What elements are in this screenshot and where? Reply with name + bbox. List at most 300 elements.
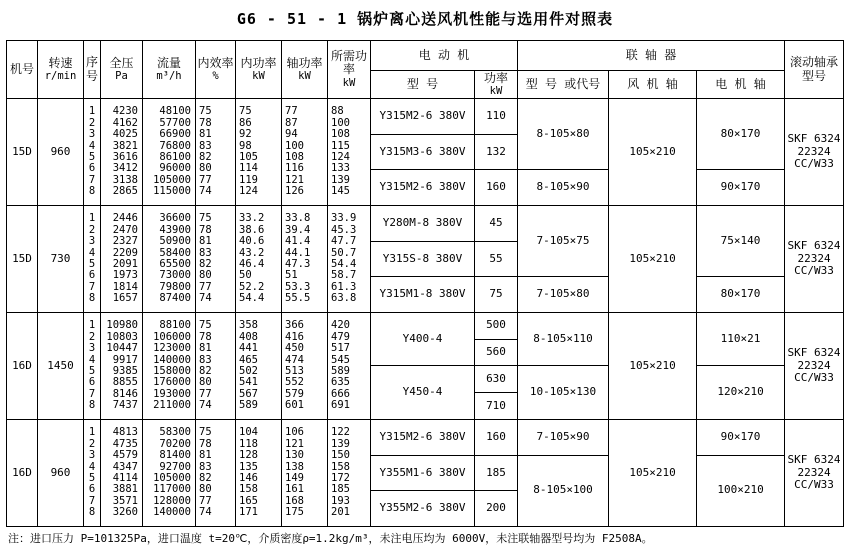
shaftpower-cell-value: 513 (285, 364, 304, 377)
reqpower-cell-value: 58.7 (331, 269, 357, 282)
motor-power-cell: 200 (475, 491, 518, 527)
eff-cell-value: 78 (199, 116, 212, 129)
seq-cell-value: 6 (88, 376, 96, 389)
fan-shaft-cell: 105×210 (609, 99, 697, 206)
motor-model-cell: Y315M2-6 380V (371, 170, 475, 206)
pressure-cell-value: 2446 (112, 212, 138, 225)
reqpower-cell-value: 33.9 (331, 212, 357, 225)
seq-cell-value: 7 (88, 494, 96, 507)
eff-cell-value: 83 (199, 460, 212, 473)
shaftpower-cell-value: 138 (285, 460, 304, 473)
header-machine: 机号 (7, 41, 38, 99)
seq-cell-value: 2 (88, 437, 96, 450)
inpower-cell-value: 38.6 (239, 223, 265, 236)
reqpower-cell (328, 205, 371, 312)
flow-cell-value: 176000 (153, 376, 191, 389)
header-pressure: 全压 Pa (101, 41, 143, 99)
flow-cell-value: 76800 (159, 139, 191, 152)
pressure-cell-value: 3412 (112, 162, 138, 175)
eff-cell-value: 78 (199, 330, 212, 343)
eff-cell-value: 82 (199, 150, 212, 163)
pressure-cell-value: 4162 (112, 116, 138, 129)
seq-cell-value: 7 (88, 173, 96, 186)
pressure-cell-value: 2327 (112, 235, 138, 248)
motor-shaft-cell: 80×170 (697, 99, 785, 170)
seq-cell-value: 8 (88, 185, 96, 198)
reqpower-cell-value: 124 (331, 150, 350, 163)
eff-cell-value: 77 (199, 280, 212, 293)
flow-cell-value: 66900 (159, 128, 191, 141)
header-motor: 电 动 机 (371, 41, 518, 71)
reqpower-cell-value: 666 (331, 387, 350, 400)
reqpower-cell-value: 88 (331, 105, 344, 118)
inpower-cell-value: 119 (239, 173, 258, 186)
flow-cell-value: 128000 (153, 494, 191, 507)
machine-cell: 16D (7, 312, 38, 419)
reqpower-cell-value: 47.7 (331, 235, 357, 248)
flow-cell-value: 36600 (159, 212, 191, 225)
bearing-cell: SKF 6324 22324 CC/W33 (785, 419, 844, 526)
inpower-cell-value: 146 (239, 471, 258, 484)
seq-cell-value: 1 (88, 212, 96, 225)
pressure-cell-value: 1814 (112, 280, 138, 293)
coupling-model-cell: 7-105×75 (518, 205, 609, 276)
inpower-cell-value: 135 (239, 460, 258, 473)
motor-model-cell: Y400-4 (371, 312, 475, 366)
motor-shaft-cell: 90×170 (697, 419, 785, 455)
seq-cell-value: 8 (88, 506, 96, 519)
shaftpower-cell-value: 77 (285, 105, 298, 118)
flow-cell (143, 99, 196, 206)
motor-model-cell: Y315M2-6 380V (371, 419, 475, 455)
eff-cell-value: 77 (199, 387, 212, 400)
shaftpower-cell-value: 168 (285, 494, 304, 507)
inpower-cell-value: 92 (239, 128, 252, 141)
inpower-cell-value: 589 (239, 399, 258, 412)
shaftpower-cell (282, 312, 328, 419)
inpower-cell-value: 358 (239, 319, 258, 332)
seq-cell (84, 312, 101, 419)
header-flow: 流量 m³/h (143, 41, 196, 99)
shaftpower-cell-value: 121 (285, 437, 304, 450)
fan-shaft-cell: 105×210 (609, 205, 697, 312)
pressure-cell-value: 2209 (112, 246, 138, 259)
flow-cell-value: 70200 (159, 437, 191, 450)
header-motor-shaft: 电 机 轴 (697, 71, 785, 99)
pressure-cell (101, 205, 143, 312)
speed-cell: 1450 (38, 312, 84, 419)
seq-cell-value: 5 (88, 364, 96, 377)
flow-cell-value: 48100 (159, 105, 191, 118)
shaftpower-cell-value: 416 (285, 330, 304, 343)
header-shaftpower: 轴功率 kW (282, 41, 328, 99)
pressure-cell-value: 1973 (112, 269, 138, 282)
coupling-model-cell: 8-105×100 (518, 455, 609, 526)
seq-cell-value: 4 (88, 460, 96, 473)
shaftpower-cell (282, 419, 328, 526)
flow-cell-value: 65500 (159, 257, 191, 270)
shaftpower-cell-value: 100 (285, 139, 304, 152)
motor-model-cell: Y315M2-6 380V (371, 99, 475, 135)
eff-cell (196, 99, 236, 206)
inpower-cell-value: 104 (239, 426, 258, 439)
shaftpower-cell-value: 39.4 (285, 223, 311, 236)
flow-cell-value: 211000 (153, 399, 191, 412)
reqpower-cell (328, 419, 371, 526)
header-eff: 内效率 % (196, 41, 236, 99)
reqpower-cell-value: 193 (331, 494, 350, 507)
inpower-cell (236, 312, 282, 419)
seq-cell-value: 1 (88, 105, 96, 118)
reqpower-cell-value: 172 (331, 471, 350, 484)
motor-power-cell: 132 (475, 134, 518, 170)
motor-power-cell: 710 (475, 393, 518, 420)
pressure-cell-value: 1657 (112, 292, 138, 305)
bearing-cell: SKF 6324 22324 CC/W33 (785, 312, 844, 419)
inpower-cell-value: 43.2 (239, 246, 265, 259)
motor-power-cell: 75 (475, 277, 518, 313)
seq-cell (84, 419, 101, 526)
reqpower-cell-value: 61.3 (331, 280, 357, 293)
fan-shaft-cell: 105×210 (609, 312, 697, 419)
eff-cell-value: 81 (199, 128, 212, 141)
header-inpower: 内功率 kW (236, 41, 282, 99)
flow-cell-value: 88100 (159, 319, 191, 332)
flow-cell-value: 50900 (159, 235, 191, 248)
seq-cell-value: 3 (88, 235, 96, 248)
seq-cell-value: 3 (88, 128, 96, 141)
shaftpower-cell-value: 126 (285, 185, 304, 198)
flow-cell-value: 105000 (153, 471, 191, 484)
reqpower-cell-value: 45.3 (331, 223, 357, 236)
flow-cell (143, 312, 196, 419)
inpower-cell-value: 105 (239, 150, 258, 163)
inpower-cell (236, 205, 282, 312)
pressure-cell (101, 419, 143, 526)
flow-cell-value: 58300 (159, 426, 191, 439)
coupling-model-cell: 8-105×90 (518, 170, 609, 206)
seq-cell-value: 3 (88, 449, 96, 462)
eff-cell-value: 80 (199, 376, 212, 389)
inpower-cell-value: 86 (239, 116, 252, 129)
shaftpower-cell-value: 579 (285, 387, 304, 400)
inpower-cell-value: 158 (239, 483, 258, 496)
header-motor-model: 型 号 (371, 71, 475, 99)
pressure-cell-value: 4025 (112, 128, 138, 141)
shaftpower-cell-value: 41.4 (285, 235, 311, 248)
reqpower-cell-value: 517 (331, 342, 350, 355)
eff-cell-value: 74 (199, 292, 212, 305)
inpower-cell-value: 171 (239, 506, 258, 519)
inpower-cell-value: 118 (239, 437, 258, 450)
table-body (7, 99, 844, 527)
shaftpower-cell-value: 51 (285, 269, 298, 282)
pressure-cell-value: 2865 (112, 185, 138, 198)
motor-shaft-cell: 90×170 (697, 170, 785, 206)
eff-cell-value: 75 (199, 426, 212, 439)
motor-power-cell: 630 (475, 366, 518, 393)
flow-cell-value: 92700 (159, 460, 191, 473)
footnote: 注：进口压力 P=101325Pa，进口温度 t=20℃，介质密度ρ=1.2kg/m³，未注电压均为 6000V，未注联轴器型号均为 F2508A。 (8, 532, 653, 545)
machine-cell: 15D (7, 99, 38, 206)
eff-cell-value: 77 (199, 494, 212, 507)
seq-cell-value: 5 (88, 150, 96, 163)
flow-cell-value: 43900 (159, 223, 191, 236)
machine-cell: 15D (7, 205, 38, 312)
inpower-cell-value: 114 (239, 162, 258, 175)
flow-cell-value: 73000 (159, 269, 191, 282)
seq-cell-value: 8 (88, 399, 96, 412)
motor-power-cell: 45 (475, 205, 518, 241)
flow-cell-value: 86100 (159, 150, 191, 163)
inpower-cell-value: 54.4 (239, 292, 265, 305)
shaftpower-cell-value: 106 (285, 426, 304, 439)
shaftpower-cell-value: 87 (285, 116, 298, 129)
motor-shaft-cell: 100×210 (697, 455, 785, 526)
shaftpower-cell (282, 99, 328, 206)
pressure-cell-value: 8146 (112, 387, 138, 400)
shaftpower-cell-value: 53.3 (285, 280, 311, 293)
flow-cell-value: 58400 (159, 246, 191, 259)
header-coupling-model: 型 号 或代号 (518, 71, 609, 99)
reqpower-cell (328, 99, 371, 206)
flow-cell-value: 87400 (159, 292, 191, 305)
pressure-cell-value: 3138 (112, 173, 138, 186)
seq-cell-value: 4 (88, 353, 96, 366)
pressure-cell (101, 99, 143, 206)
flow-cell-value: 115000 (153, 185, 191, 198)
eff-cell-value: 81 (199, 342, 212, 355)
seq-cell-value: 6 (88, 483, 96, 496)
shaftpower-cell-value: 47.3 (285, 257, 311, 270)
coupling-model-cell: 7-105×80 (518, 277, 609, 313)
pressure-cell-value: 8855 (112, 376, 138, 389)
shaftpower-cell-value: 55.5 (285, 292, 311, 305)
eff-cell-value: 80 (199, 269, 212, 282)
seq-cell-value: 6 (88, 162, 96, 175)
shaftpower-cell-value: 450 (285, 342, 304, 355)
eff-cell (196, 205, 236, 312)
pressure-cell-value: 3260 (112, 506, 138, 519)
flow-cell-value: 79800 (159, 280, 191, 293)
table-row (7, 419, 844, 455)
motor-power-cell: 500 (475, 312, 518, 339)
reqpower-cell-value: 150 (331, 449, 350, 462)
pressure-cell-value: 10980 (106, 319, 138, 332)
flow-cell-value: 140000 (153, 353, 191, 366)
pressure-cell-value: 4735 (112, 437, 138, 450)
seq-cell (84, 99, 101, 206)
motor-power-cell: 560 (475, 339, 518, 366)
seq-cell-value: 2 (88, 223, 96, 236)
shaftpower-cell-value: 116 (285, 162, 304, 175)
pressure-cell-value: 2091 (112, 257, 138, 270)
reqpower-cell-value: 133 (331, 162, 350, 175)
reqpower-cell-value: 139 (331, 437, 350, 450)
reqpower-cell-value: 201 (331, 506, 350, 519)
flow-cell-value: 193000 (153, 387, 191, 400)
reqpower-cell-value: 108 (331, 128, 350, 141)
eff-cell-value: 83 (199, 353, 212, 366)
reqpower-cell-value: 691 (331, 399, 350, 412)
shaftpower-cell-value: 44.1 (285, 246, 311, 259)
eff-cell (196, 312, 236, 419)
pressure-cell-value: 9917 (112, 353, 138, 366)
motor-power-cell: 110 (475, 99, 518, 135)
eff-cell-value: 81 (199, 449, 212, 462)
pressure-cell-value: 3881 (112, 483, 138, 496)
shaftpower-cell-value: 108 (285, 150, 304, 163)
eff-cell-value: 78 (199, 437, 212, 450)
machine-cell: 16D (7, 419, 38, 526)
shaftpower-cell-value: 121 (285, 173, 304, 186)
seq-cell-value: 1 (88, 426, 96, 439)
shaftpower-cell-value: 130 (285, 449, 304, 462)
seq-cell-value: 5 (88, 471, 96, 484)
table-row (7, 99, 844, 135)
motor-model-cell: Y315M1-8 380V (371, 277, 475, 313)
inpower-cell (236, 419, 282, 526)
reqpower-cell-value: 50.7 (331, 246, 357, 259)
reqpower-cell-value: 589 (331, 364, 350, 377)
shaftpower-cell-value: 552 (285, 376, 304, 389)
header-coupling: 联 轴 器 (518, 41, 785, 71)
inpower-cell-value: 40.6 (239, 235, 265, 248)
shaftpower-cell-value: 474 (285, 353, 304, 366)
coupling-model-cell: 7-105×90 (518, 419, 609, 455)
flow-cell-value: 105000 (153, 173, 191, 186)
seq-cell-value: 7 (88, 387, 96, 400)
flow-cell (143, 419, 196, 526)
reqpower-cell-value: 420 (331, 319, 350, 332)
eff-cell-value: 74 (199, 399, 212, 412)
flow-cell-value: 57700 (159, 116, 191, 129)
motor-power-cell: 160 (475, 419, 518, 455)
motor-power-cell: 185 (475, 455, 518, 491)
pressure-cell-value: 3571 (112, 494, 138, 507)
pressure-cell-value: 10803 (106, 330, 138, 343)
flow-cell-value: 123000 (153, 342, 191, 355)
inpower-cell-value: 50 (239, 269, 252, 282)
eff-cell-value: 83 (199, 246, 212, 259)
seq-cell-value: 5 (88, 257, 96, 270)
seq-cell-value: 4 (88, 139, 96, 152)
speed-cell: 730 (38, 205, 84, 312)
header-bearing: 滚动轴承型号 (785, 41, 844, 99)
pressure-cell-value: 4579 (112, 449, 138, 462)
seq-cell-value: 4 (88, 246, 96, 259)
flow-cell-value: 81400 (159, 449, 191, 462)
motor-model-cell: Y355M1-6 380V (371, 455, 475, 491)
motor-power-cell: 160 (475, 170, 518, 206)
eff-cell-value: 81 (199, 235, 212, 248)
flow-cell-value: 117000 (153, 483, 191, 496)
coupling-model-cell: 8-105×110 (518, 312, 609, 366)
shaftpower-cell (282, 205, 328, 312)
pressure-cell-value: 4347 (112, 460, 138, 473)
inpower-cell-value: 75 (239, 105, 252, 118)
flow-cell-value: 96000 (159, 162, 191, 175)
header-speed: 转速 r/min (38, 41, 84, 99)
eff-cell-value: 83 (199, 139, 212, 152)
eff-cell-value: 78 (199, 223, 212, 236)
seq-cell-value: 3 (88, 342, 96, 355)
inpower-cell-value: 33.2 (239, 212, 265, 225)
pressure-cell-value: 3616 (112, 150, 138, 163)
reqpower-cell-value: 115 (331, 139, 350, 152)
shaftpower-cell-value: 33.8 (285, 212, 311, 225)
coupling-model-cell: 10-105×130 (518, 366, 609, 420)
performance-table (6, 40, 844, 527)
reqpower-cell-value: 545 (331, 353, 350, 366)
pressure-cell-value: 2470 (112, 223, 138, 236)
seq-cell (84, 205, 101, 312)
bearing-cell: SKF 6324 22324 CC/W33 (785, 205, 844, 312)
eff-cell-value: 82 (199, 364, 212, 377)
eff-cell-value: 74 (199, 185, 212, 198)
inpower-cell-value: 408 (239, 330, 258, 343)
eff-cell-value: 80 (199, 483, 212, 496)
shaftpower-cell-value: 94 (285, 128, 298, 141)
eff-cell-value: 82 (199, 471, 212, 484)
inpower-cell-value: 441 (239, 342, 258, 355)
eff-cell-value: 77 (199, 173, 212, 186)
header-reqpower: 所需功率 kW (328, 41, 371, 99)
reqpower-cell-value: 63.8 (331, 292, 357, 305)
seq-cell-value: 6 (88, 269, 96, 282)
header-fan-shaft: 风 机 轴 (609, 71, 697, 99)
eff-cell-value: 74 (199, 506, 212, 519)
motor-shaft-cell: 110×21 (697, 312, 785, 366)
flow-cell-value: 158000 (153, 364, 191, 377)
bearing-cell: SKF 6324 22324 CC/W33 (785, 99, 844, 206)
header-motor-power: 功率 kW (475, 71, 518, 99)
pressure-cell-value: 3821 (112, 139, 138, 152)
seq-cell-value: 2 (88, 116, 96, 129)
reqpower-cell-value: 145 (331, 185, 350, 198)
motor-model-cell: Y280M-8 380V (371, 205, 475, 241)
seq-cell-value: 7 (88, 280, 96, 293)
reqpower-cell (328, 312, 371, 419)
shaftpower-cell-value: 366 (285, 319, 304, 332)
seq-cell-value: 1 (88, 319, 96, 332)
eff-cell (196, 419, 236, 526)
reqpower-cell-value: 185 (331, 483, 350, 496)
motor-shaft-cell: 80×170 (697, 277, 785, 313)
motor-model-cell: Y315S-8 380V (371, 241, 475, 277)
seq-cell-value: 2 (88, 330, 96, 343)
shaftpower-cell-value: 161 (285, 483, 304, 496)
seq-cell-value: 8 (88, 292, 96, 305)
speed-cell: 960 (38, 419, 84, 526)
pressure-cell-value: 10447 (106, 342, 138, 355)
motor-model-cell: Y450-4 (371, 366, 475, 420)
shaftpower-cell-value: 601 (285, 399, 304, 412)
inpower-cell-value: 124 (239, 185, 258, 198)
header-seq: 序号 (84, 41, 101, 99)
pressure-cell-value: 9385 (112, 364, 138, 377)
reqpower-cell-value: 100 (331, 116, 350, 129)
table-row (7, 312, 844, 339)
pressure-cell-value: 4230 (112, 105, 138, 118)
flow-cell (143, 205, 196, 312)
flow-cell-value: 106000 (153, 330, 191, 343)
shaftpower-cell-value: 175 (285, 506, 304, 519)
eff-cell-value: 75 (199, 212, 212, 225)
pressure-cell-value: 7437 (112, 399, 138, 412)
motor-shaft-cell: 120×210 (697, 366, 785, 420)
eff-cell-value: 80 (199, 162, 212, 175)
